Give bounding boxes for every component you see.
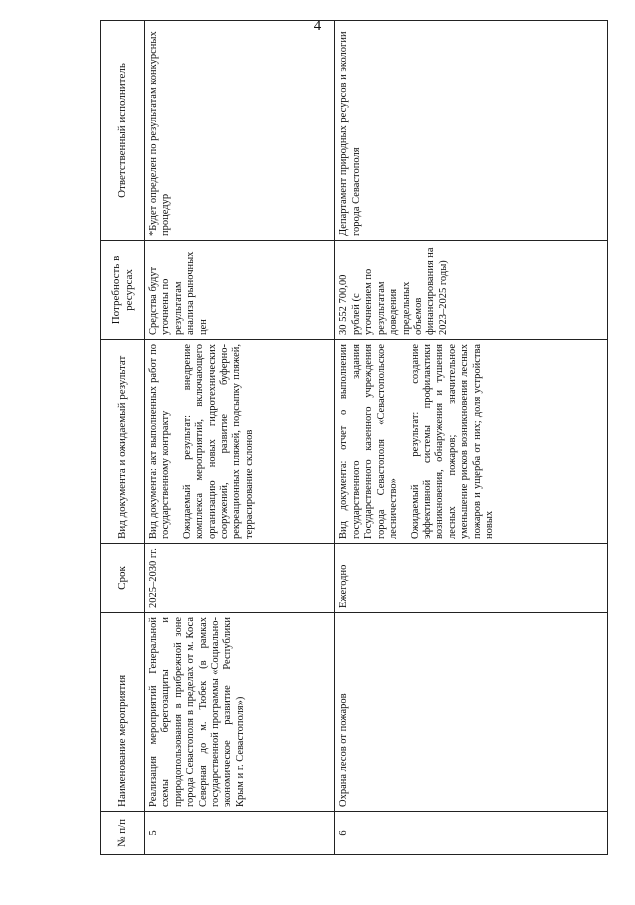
- header-resp: Ответственный исполнитель: [101, 21, 145, 241]
- header-num: № п/п: [101, 812, 145, 855]
- table-header-row: [101, 21, 145, 855]
- table-row: [145, 21, 335, 855]
- row-resp: *Будет определен по результатам конкурсных процедур: [145, 21, 335, 241]
- row-term: 2025–2030 гг.: [145, 544, 335, 613]
- row-doc-type: Вид документа: акт выполненных работ по государственному контракту: [148, 344, 172, 539]
- header-term: Срок: [101, 544, 145, 613]
- row-num: 5: [145, 812, 335, 855]
- row-name: Охрана лесов от пожаров: [335, 613, 608, 812]
- row-doc: [335, 340, 608, 544]
- row-doc: [145, 340, 335, 544]
- row-term: Ежегодно: [335, 544, 608, 613]
- row-need: Средства будут уточнены по результатам анализа рыночных цен: [145, 241, 335, 340]
- row-doc-type: Вид документа: отчет о выполнении государственного задания Государственного казенного учреждения города Севастополя «Севастопольское лесничество»: [338, 344, 400, 539]
- page-number: 4: [313, 18, 322, 34]
- row-need: 30 552 700,00 рублей (с уточнением по результатам доведения предельных объемов финансирования на 2023–2025 годы): [335, 241, 608, 340]
- row-doc-result: Ожидаемый результат: внедрение комплекса мероприятий, включающего организацию новых гидротехнических сооружений, развитие буферно-рекреационных пляжей, подсыпку пляжей, террасирование склонов: [181, 344, 255, 539]
- row-doc-result: Ожидаемый результат: создание эффективной системы профилактики возникновения, обнаружения и тушения лесных пожаров; значительное уменьшение рисков возникновения лесных пожаров и ущерба от них; доля устройства новых: [409, 344, 495, 539]
- table-row: [335, 21, 608, 855]
- row-name: Реализация мероприятий Генеральной схемы берегозащиты и природопользования в прибрежной зоне города Севастополя в пределах от м. Коса Северная до м. Тюбек (в рамках государственной программы «Социально-экономическое развитие Республики Крым и г. Севастополя»): [145, 613, 335, 812]
- header-name: Наименование мероприятия: [101, 613, 145, 812]
- row-num: 6: [335, 812, 608, 855]
- header-need: Потребность в ресурсах: [101, 241, 145, 340]
- rotated-table-container: [100, 31, 608, 855]
- measures-table: [100, 20, 608, 855]
- row-resp: Департамент природных ресурсов и экологии города Севастополя: [335, 21, 608, 241]
- header-doc: Вид документа и ожидаемый результат: [101, 340, 145, 544]
